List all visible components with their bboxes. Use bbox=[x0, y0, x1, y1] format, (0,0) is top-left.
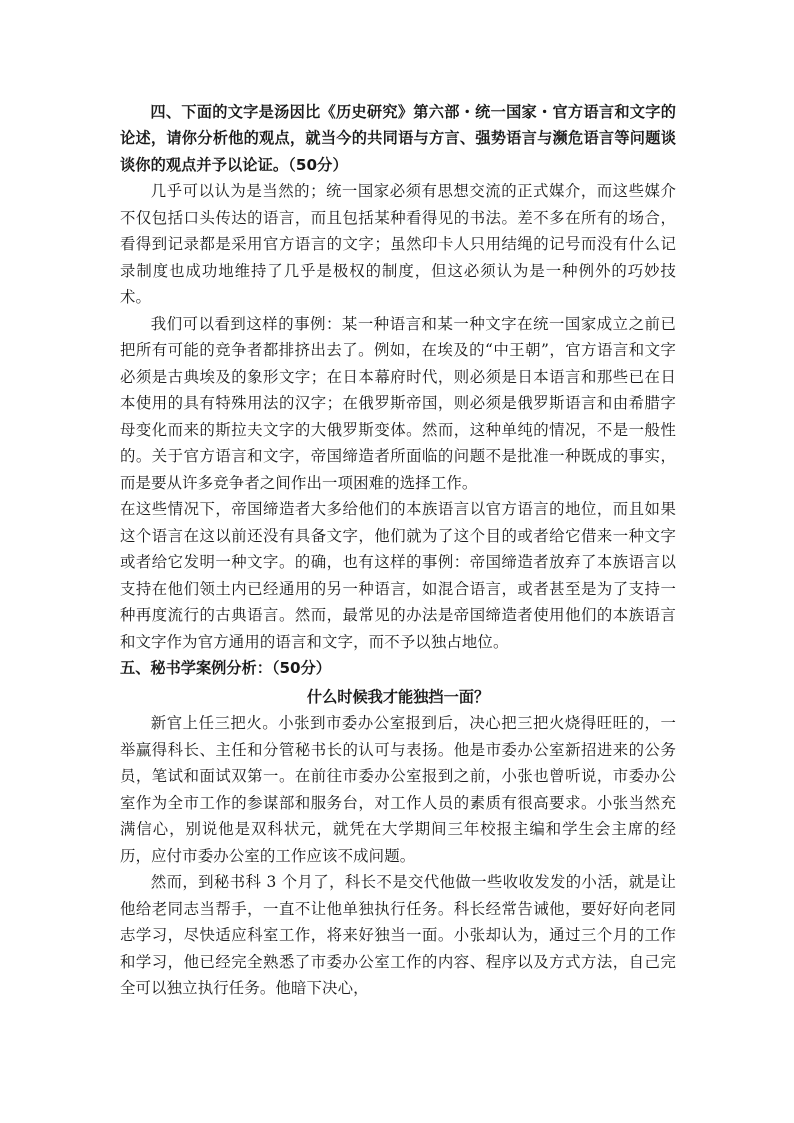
case-title: 什么时候我才能独挡一面？ bbox=[306, 687, 490, 706]
q4-paragraph-2: 我们可以看到这样的事例：某一种语言和某一种文字在统一国家成立之前已把所有可能的竞争者都排挤出去了。例如，在埃及的“中王朝”，官方语言和文字必须是古典埃及的象形文字；在日本幕府时代，则必须是日本语言和那些已在日本使用的具有特殊用法的汉字；在俄罗斯帝国，则必须是俄罗斯语言和由希腊字母变化而来的斯拉夫文字的大俄罗斯变体。然而，这种单纯的情况，不是一般性的。关于官方语言和文字，帝国缔造者所面临的问题不是批准一种既成的事实，而是要从许多竞争者之间作出一项困难的选择工作。 bbox=[120, 314, 676, 492]
q5-paragraph-2: 然而，到秘书科 3 个月了，科长不是交代他做一些收收发发的小活，就是让他给老同志当帮手，一直不让他单独执行任务。科长经常告诫他，要好好向老同志学习，尽快适应科室工作，将来好独当一面。小张却认为，通过三个月的工作和学习，他已经完全熟悉了市委办公室工作的内容、程序以及方式方法，自己完全可以独立执行任务。他暗下决心， bbox=[120, 873, 676, 998]
q4-paragraph-3: 在这些情况下，帝国缔造者大多给他们的本族语言以官方语言的地位，而且如果这个语言在这以前还没有具备文字，他们就为了这个目的或者给它借来一种文字或者给它发明一种文字。的确，也有这样的事例：帝国缔造者放弃了本族语言以支持在他们领土内已经通用的另一种语言，如混合语言，或者甚至是为了支持一种再度流行的古典语言。然而，最常见的办法是帝国缔造者使用他们的本族语言和文字作为官方通用的语言和文字，而不予以独占地位。 bbox=[120, 500, 676, 651]
question-5-heading: 五、秘书学案例分析：（50分） bbox=[120, 659, 331, 678]
question-4-heading: 四、下面的文字是汤因比《历史研究》第六部・统一国家・官方语言和文字的论述，请你分析他的观点，就当今的共同语与方言、强势语言与濒危语言等问题谈谈你的观点并予以论证。（50分） bbox=[120, 103, 676, 174]
document-page bbox=[120, 99, 676, 1002]
q4-paragraph-1: 几乎可以认为是当然的；统一国家必须有思想交流的正式媒介，而这些媒介不仅包括口头传达的语言，而且包括某种看得见的书法。差不多在所有的场合，看得到记录都是采用官方语言的文字；虽然印卡人只用结绳的记号而没有什么记录制度也成功地维持了几乎是极权的制度，但这必须认为是一种例外的巧妙技术。 bbox=[120, 182, 676, 307]
q5-paragraph-1: 新官上任三把火。小张到市委办公室报到后，决心把三把火烧得旺旺的，一举赢得科长、主任和分管秘书长的认可与表扬。他是市委办公室新招进来的公务员，笔试和面试双第一。在前往市委办公室报到之前，小张也曾听说，市委办公室作为全市工作的参谋部和服务台，对工作人员的素质有很高要求。小张当然充满信心，别说他是双科状元，就凭在大学期间三年校报主编和学生会主席的经历，应付市委办公室的工作应该不成问题。 bbox=[120, 714, 676, 865]
